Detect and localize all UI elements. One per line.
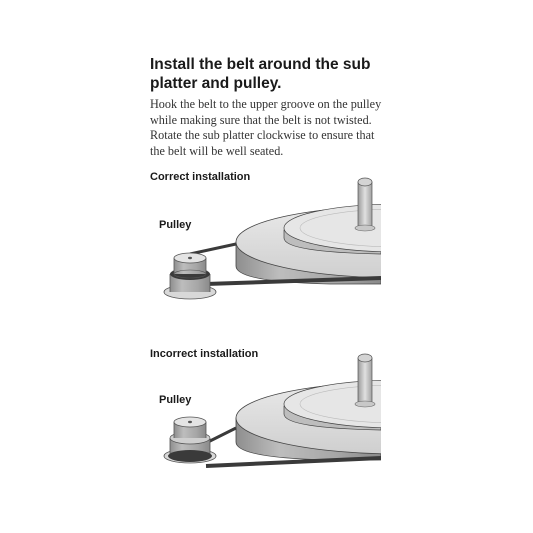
pulley-label-correct: Pulley xyxy=(159,219,192,231)
correct-installation-heading: Correct installation xyxy=(150,171,251,183)
instruction-title: Install the belt around the sub platter and pulley. xyxy=(150,56,371,92)
correct-installation-illustration xyxy=(0,170,533,320)
incorrect-installation-heading: Incorrect installation xyxy=(150,348,259,360)
instruction-body: Hook the belt to the upper groove on the pulley while making sure that the belt is not twisted. Rotate the sub platter clockwise to ensure that the belt will be well seated. xyxy=(150,97,382,158)
pulley-label-incorrect: Pulley xyxy=(159,394,192,406)
incorrect-installation-illustration xyxy=(0,346,533,476)
pulley-correct xyxy=(164,253,216,299)
pulley-incorrect xyxy=(164,417,216,463)
